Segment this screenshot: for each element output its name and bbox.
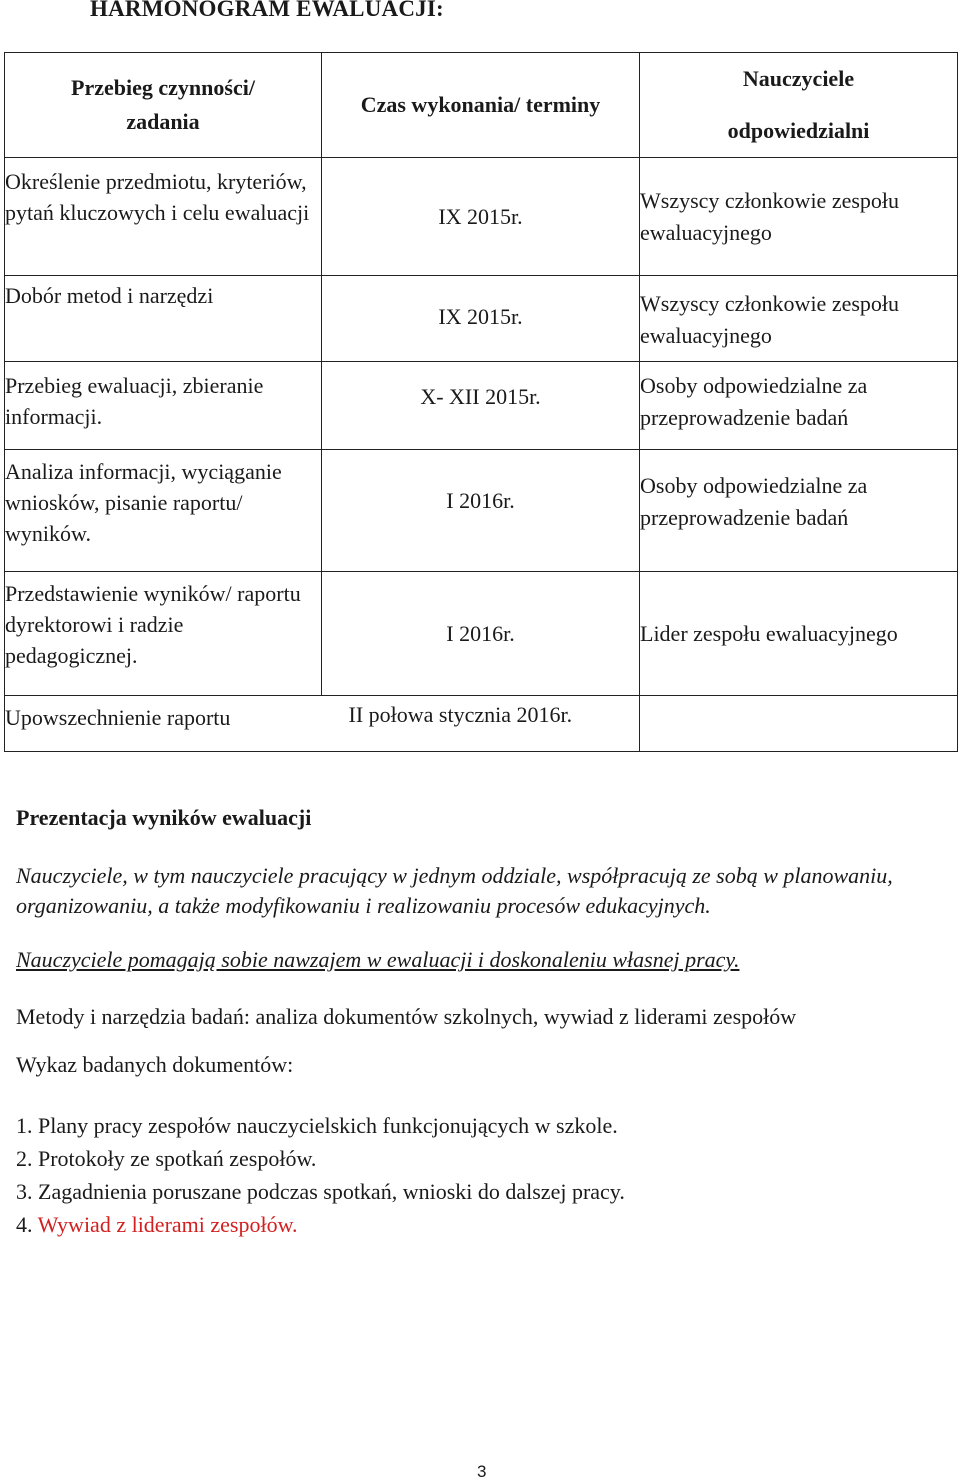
time-cell: I 2016r. <box>322 572 640 696</box>
documents-heading: Wykaz badanych dokumentów: <box>16 1052 294 1077</box>
time-cell: II połowa stycznia 2016r. <box>322 696 640 752</box>
task-cell: Dobór metod i narzędzi <box>5 276 322 362</box>
table-row <box>5 158 958 276</box>
schedule-table <box>4 52 958 752</box>
table-header-row <box>5 53 958 158</box>
time-cell: X- XII 2015r. <box>322 362 640 450</box>
task-cell: Przedstawienie wyników/ raportu dyrektorowi i radzie pedagogicznej. <box>5 572 322 696</box>
responsible-cell: Osoby odpowiedzialne za przeprowadzenie badań <box>640 450 958 572</box>
italic-paragraph: Nauczyciele, w tym nauczyciele pracujący w jednym oddziale, współpracują ze sobą w planowaniu, organizowaniu, a także modyfikowaniu i realizowaniu procesów edukacyjnych. <box>16 863 893 918</box>
methods-paragraph: Metody i narzędzia badań: analiza dokumentów szkolnych, wywiad z liderami zespołów <box>16 1004 797 1029</box>
responsible-cell: Lider zespołu ewaluacyjnego <box>640 572 958 696</box>
page-number: 3 <box>477 1462 487 1481</box>
documents-list <box>16 1109 625 1241</box>
list-item: 3. Zagadnienia poruszane podczas spotkań, wnioski do dalszej pracy. <box>16 1179 625 1204</box>
table-row <box>5 696 958 752</box>
table-row <box>5 276 958 362</box>
document-title: HARMONOGRAM EWALUACJI: <box>90 0 444 21</box>
responsible-cell: Wszyscy członkowie zespołu ewaluacyjnego <box>640 158 958 276</box>
underlined-paragraph: Nauczyciele pomagają sobie nawzajem w ewaluacji i doskonaleniu własnej pracy. <box>16 947 740 972</box>
responsible-cell: Osoby odpowiedzialne za przeprowadzenie badań <box>640 362 958 450</box>
list-item: 2. Protokoły ze spotkań zespołów. <box>16 1146 317 1171</box>
header-tasks: Przebieg czynności/ zadania <box>5 53 322 158</box>
header-time: Czas wykonania/ terminy <box>322 53 640 158</box>
table-row <box>5 572 958 696</box>
table-row <box>5 450 958 572</box>
time-cell: I 2016r. <box>322 450 640 572</box>
responsible-cell: Wszyscy członkowie zespołu ewaluacyjnego <box>640 276 958 362</box>
task-cell: Analiza informacji, wyciąganie wniosków, pisanie raportu/ wyników. <box>5 450 322 572</box>
task-cell: Określenie przedmiotu, kryteriów, pytań kluczowych i celu ewaluacji <box>5 158 322 276</box>
responsible-cell <box>640 696 958 752</box>
time-cell: IX 2015r. <box>322 158 640 276</box>
list-item: 4. Wywiad z liderami zespołów. <box>16 1212 298 1237</box>
time-cell: IX 2015r. <box>322 276 640 362</box>
task-cell: Przebieg ewaluacji, zbieranie informacji. <box>5 362 322 450</box>
header-responsible: Nauczyciele odpowiedzialni <box>640 53 958 158</box>
table-row <box>5 362 958 450</box>
task-cell: Upowszechnienie raportu <box>5 696 322 752</box>
section-title: Prezentacja wyników ewaluacji <box>16 805 312 830</box>
list-item: 1. Plany pracy zespołów nauczycielskich funkcjonujących w szkole. <box>16 1113 618 1138</box>
